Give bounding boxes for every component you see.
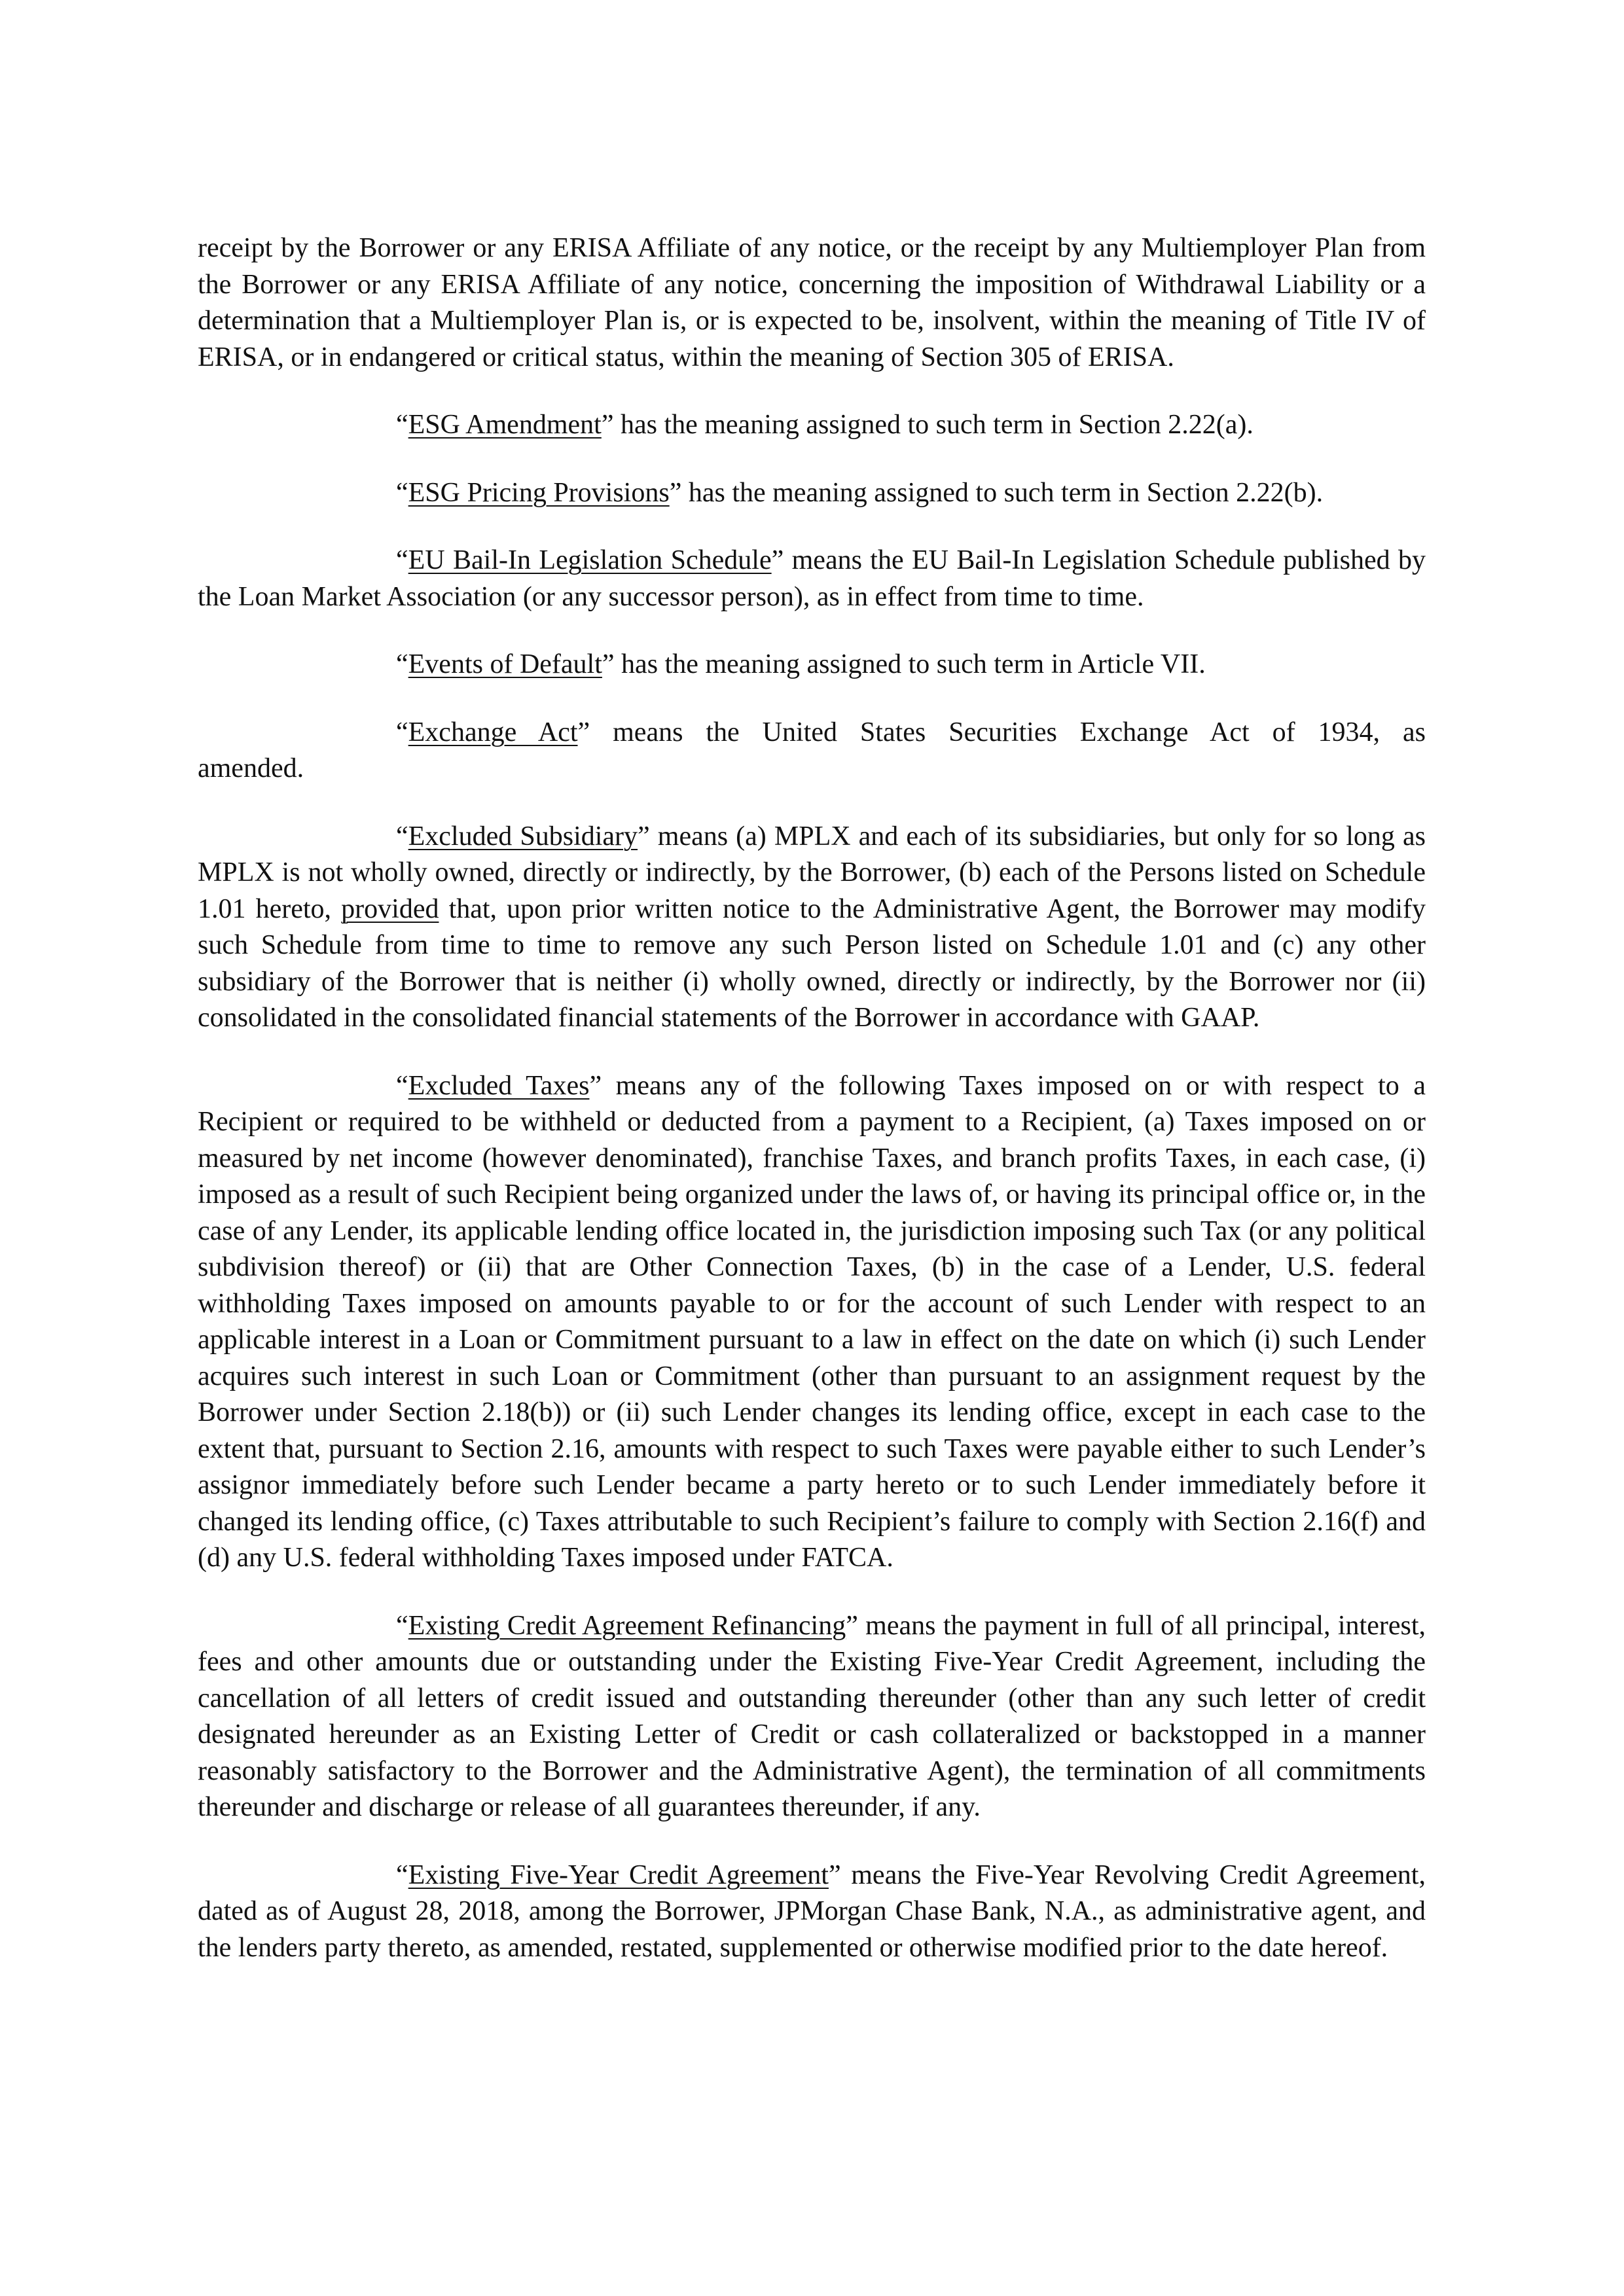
defined-term: EU Bail-In Legislation Schedule	[408, 545, 772, 575]
definition-text: ” has the meaning assigned to such term in Section 2.22(b).	[669, 477, 1324, 508]
definition-exchange-act	[198, 715, 1426, 751]
definition-existing-credit-agreement-refinancing	[198, 1608, 1426, 1826]
definition-text: ” has the meaning assigned to such term in Section 2.22(a).	[601, 410, 1254, 440]
definition-existing-five-year-credit-agreement	[198, 1857, 1426, 1967]
open-quote: “	[396, 545, 408, 575]
defined-term: Excluded Subsidiary	[408, 821, 638, 852]
defined-term: Events of Default	[408, 649, 602, 679]
open-quote: “	[396, 1070, 408, 1101]
definition-esg-amendment	[198, 407, 1426, 444]
defined-term: Existing Five-Year Credit Agreement	[408, 1859, 829, 1890]
definition-excluded-subsidiary	[198, 819, 1426, 1037]
document-page	[198, 230, 1426, 1998]
definition-text: ” means the United States Securities Exchange Act of 1934, as	[577, 717, 1426, 747]
open-quote: “	[396, 649, 408, 679]
definition-events-of-default	[198, 647, 1426, 683]
definition-exchange-act-tail	[198, 751, 1426, 787]
definition-text: ” has the meaning assigned to such term in Article VII.	[602, 649, 1206, 679]
definition-text: ” means the Five-Year Revolving Credit Agreement, dated as of August 28, 2018, among the Borrower, JPMorgan Chase Bank, N.A., as administrative agent, and the lenders party thereto, as amended, restated, supplemented or otherwise modified prior to the date hereof.	[198, 1859, 1426, 1963]
open-quote: “	[396, 717, 408, 747]
definition-excluded-taxes	[198, 1068, 1426, 1577]
defined-term: Exchange Act	[408, 717, 578, 747]
definition-text: ” means the EU Bail-In Legislation Schedule published by the Loan Market Association (or any successor person), as in effect from time to time.	[198, 545, 1426, 612]
definition-eu-bail-in-legislation-schedule	[198, 543, 1426, 615]
definition-esg-pricing-provisions	[198, 475, 1426, 512]
definition-text: ” means any of the following Taxes imposed on or with respect to a Recipient or required to be withheld or deducted from a payment to a Recipient, (a) Taxes imposed on or measured by net income (however denominated), franchise Taxes, and branch profits Taxes, in each case, (i) imposed as a result of such Recipient being organized under the laws of, or having its principal office or, in the case of any Lender, its applicable lending office located in, the jurisdiction imposing such Tax (or any political subdivision thereof) or (ii) that are Other Connection Taxes, (b) in the case of a Lender, U.S. federal withholding Taxes imposed on amounts payable to or for the account of such Lender with respect to an applicable interest in a Loan or Commitment pursuant to a law in effect on the date on which (i) such Lender acquires such interest in such Loan or Commitment (other than pursuant to an assignment request by the Borrower under Section 2.18(b)) or (ii) such Lender changes its lending office, except in each case to the extent that, pursuant to Section 2.16, amounts with respect to such Taxes were payable either to such Lender’s assignor immediately before such Lender became a party hereto or to such Lender immediately before it changed its lending office, (c) Taxes attributable to such Recipient’s failure to comply with Section 2.16(f) and (d) any U.S. federal withholding Taxes imposed under FATCA.	[198, 1070, 1426, 1573]
definition-text: ” means the payment in full of all principal, interest, fees and other amounts due or outstanding under the Existing Five-Year Credit Agreement, including the cancellation of all letters of credit issued and outstanding thereunder (other than any such letter of credit designated hereunder as an Existing Letter of Credit or cash collateralized or backstopped in a manner reasonably satisfactory to the Borrower and the Administrative Agent), the termination of all commitments thereunder and discharge or release of all guarantees thereunder, if any.	[198, 1610, 1426, 1822]
defined-term: Existing Credit Agreement Refinancing	[408, 1610, 846, 1641]
open-quote: “	[396, 1610, 408, 1641]
definition-text-continued: that, upon prior written notice to the Administrative Agent, the Borrower may modify such Schedule from time to time to remove any such Person listed on Schedule 1.01 and (c) any other subsidiary of the Borrower that is neither (i) wholly owned, directly or indirectly, by the Borrower nor (ii) consolidated in the consolidated financial statements of the Borrower in accordance with GAAP.	[198, 893, 1426, 1033]
defined-term: Excluded Taxes	[408, 1070, 590, 1101]
definition-text: ” means (a) MPLX and each of its subsidiaries, but only for so long as MPLX is not wholly owned, directly or indirectly, by the Borrower, (b) each of the Persons listed on Schedule 1.01 hereto,	[198, 821, 1426, 924]
erisa-event-continuation	[198, 230, 1426, 376]
open-quote: “	[396, 1859, 408, 1890]
definition-text-tail: amended.	[198, 753, 304, 783]
open-quote: “	[396, 477, 408, 508]
defined-term: ESG Pricing Provisions	[408, 477, 670, 508]
open-quote: “	[396, 410, 408, 440]
paragraph-text: receipt by the Borrower or any ERISA Affiliate of any notice, or the receipt by any Multiemployer Plan from the Borrower or any ERISA Affiliate of any notice, concerning the imposition of Withdrawal Liability or a determination that a Multiemployer Plan is, or is expected to be, insolvent, within the meaning of Title IV of ERISA, or in endangered or critical status, within the meaning of Section 305 of ERISA.	[198, 233, 1426, 372]
open-quote: “	[396, 821, 408, 852]
provided-term: provided	[341, 893, 439, 924]
defined-term: ESG Amendment	[408, 410, 602, 440]
